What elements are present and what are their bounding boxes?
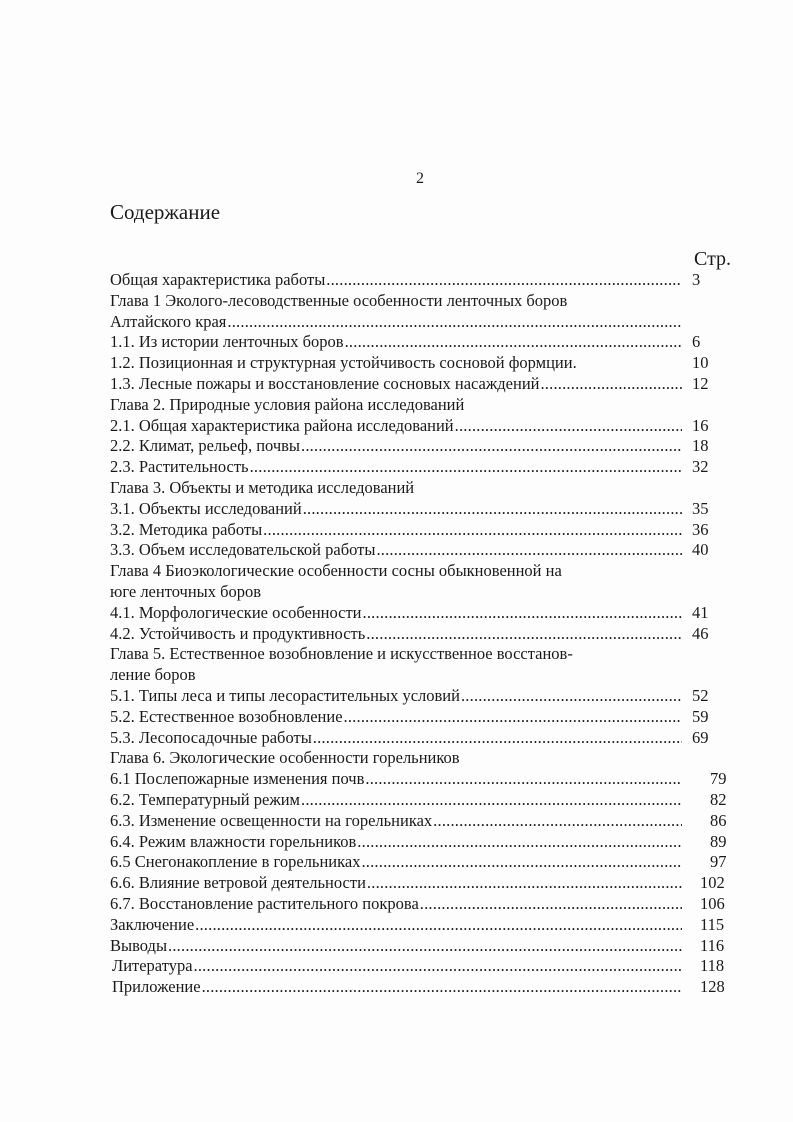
toc-entry[interactable] bbox=[110, 686, 750, 707]
toc-chapter-heading[interactable] bbox=[110, 644, 750, 665]
toc-chapter-heading[interactable] bbox=[110, 561, 750, 582]
dot-leader bbox=[363, 603, 682, 624]
toc-entry-title: 5.1. Типы леса и типы лесорастительных условий bbox=[110, 685, 460, 705]
toc-entry-title: 6.6. Влияние ветровой деятельности bbox=[110, 873, 366, 893]
toc-entry-title: Глава 3. Объекты и методика исследований bbox=[110, 477, 415, 497]
toc-chapter-heading[interactable] bbox=[110, 478, 750, 499]
toc-entry-page: 79 bbox=[710, 769, 727, 789]
toc-entry-title: 2.1. Общая характеристика района исследований bbox=[110, 415, 454, 435]
toc-chapter-heading[interactable] bbox=[110, 395, 750, 416]
toc-entry-title: 6.7. Восстановление растительного покрова bbox=[110, 893, 419, 913]
dot-leader bbox=[168, 936, 682, 957]
toc-entry-title: Приложение bbox=[112, 977, 201, 997]
toc-entry-title: юге ленточных боров bbox=[110, 581, 262, 601]
toc-entry-title: Общая характеристика работы bbox=[110, 270, 326, 289]
toc-entry[interactable] bbox=[110, 915, 750, 936]
dot-leader bbox=[301, 436, 682, 457]
toc-entry[interactable] bbox=[110, 270, 750, 291]
toc-entry[interactable] bbox=[110, 499, 750, 520]
toc-entry-page: 16 bbox=[692, 415, 709, 435]
table-of-contents bbox=[110, 270, 750, 998]
toc-entry[interactable] bbox=[110, 416, 750, 437]
dot-leader bbox=[344, 707, 682, 728]
toc-entry-page: 86 bbox=[710, 810, 727, 830]
toc-chapter-heading[interactable] bbox=[110, 748, 750, 769]
dot-leader bbox=[195, 915, 682, 936]
toc-entry-title: 6.1 Послепожарные изменения почв bbox=[110, 769, 365, 789]
toc-entry-title: Литература bbox=[112, 956, 193, 976]
dot-leader bbox=[461, 686, 682, 707]
dot-leader bbox=[326, 270, 682, 291]
toc-entry[interactable] bbox=[110, 894, 750, 915]
dot-leader bbox=[455, 416, 682, 437]
toc-entry-title: 6.4. Режим влажности горельников bbox=[110, 831, 357, 851]
toc-entry-page: 3 bbox=[692, 270, 701, 289]
toc-entry-page: 10 bbox=[692, 353, 709, 373]
toc-entry-title: 4.2. Устойчивость и продуктивность bbox=[110, 623, 366, 643]
toc-entry-page: 41 bbox=[692, 602, 709, 622]
toc-entry-title: 3.1. Объекты исследований bbox=[110, 498, 302, 518]
toc-entry-page: 102 bbox=[700, 873, 725, 893]
toc-entry-page: 118 bbox=[700, 956, 725, 976]
toc-entry-title: Глава 5. Естественное возобновление и искусственное восстанов- bbox=[110, 644, 573, 664]
toc-entry-page: 115 bbox=[700, 914, 725, 934]
toc-entry[interactable] bbox=[110, 374, 750, 395]
dot-leader bbox=[303, 499, 682, 520]
toc-entry[interactable] bbox=[110, 353, 750, 374]
toc-entry[interactable] bbox=[110, 769, 750, 790]
toc-entry-page: 32 bbox=[692, 457, 709, 477]
toc-entry-title: ление боров bbox=[110, 665, 196, 685]
toc-entry-title: 4.1. Морфологические особенности bbox=[110, 602, 362, 622]
toc-entry[interactable] bbox=[110, 540, 750, 561]
toc-entry-title: 5.2. Естественное возобновление bbox=[110, 706, 343, 726]
toc-entry[interactable] bbox=[110, 811, 750, 832]
toc-entry-page: 40 bbox=[692, 540, 709, 560]
toc-entry-title: 3.2. Методика работы bbox=[110, 519, 263, 539]
toc-chapter-heading-continued[interactable] bbox=[110, 582, 750, 603]
toc-entry-page: 97 bbox=[710, 852, 727, 872]
toc-entry-title: 5.3. Лесопосадочные работы bbox=[110, 727, 312, 747]
dot-leader bbox=[227, 312, 682, 333]
dot-leader bbox=[366, 624, 682, 645]
toc-entry-page: 12 bbox=[692, 373, 709, 393]
toc-chapter-heading[interactable] bbox=[110, 291, 750, 312]
toc-entry-page: 52 bbox=[692, 685, 709, 705]
toc-entry[interactable] bbox=[110, 332, 750, 353]
toc-entry-page: 35 bbox=[692, 498, 709, 518]
dot-leader bbox=[365, 769, 682, 790]
toc-entry[interactable] bbox=[110, 936, 750, 957]
dot-leader bbox=[313, 728, 682, 749]
toc-entry-title: 1.1. Из истории ленточных боров bbox=[110, 332, 344, 352]
toc-entry-page: 36 bbox=[692, 519, 709, 539]
toc-entry-title: 2.2. Климат, рельеф, почвы bbox=[110, 436, 301, 456]
toc-entry-title: Выводы bbox=[110, 935, 168, 955]
toc-entry-title: 6.3. Изменение освещенности на горельниках bbox=[110, 810, 433, 830]
dot-leader bbox=[420, 894, 682, 915]
toc-entry-title: Алтайского края bbox=[110, 311, 227, 331]
toc-title: Содержание bbox=[110, 200, 221, 224]
toc-entry-page: 18 bbox=[692, 436, 709, 456]
dot-leader bbox=[345, 332, 682, 353]
toc-entry-title: 3.3. Объем исследовательской работы bbox=[110, 540, 376, 560]
toc-entry-page: 89 bbox=[710, 831, 727, 851]
page-column-header: Стр. bbox=[694, 248, 732, 270]
toc-entry[interactable] bbox=[110, 790, 750, 811]
toc-entry-page: 82 bbox=[710, 789, 727, 809]
toc-entry-title: Заключение bbox=[110, 914, 195, 934]
toc-entry[interactable] bbox=[110, 603, 750, 624]
toc-entry-page: 46 bbox=[692, 623, 709, 643]
dot-leader bbox=[301, 790, 682, 811]
toc-entry[interactable] bbox=[110, 852, 750, 873]
toc-entry[interactable] bbox=[110, 520, 750, 541]
dot-leader bbox=[194, 956, 682, 977]
toc-entry[interactable] bbox=[110, 457, 750, 478]
toc-entry[interactable] bbox=[110, 624, 750, 645]
toc-entry-title: Глава 6. Экологические особенности горельников bbox=[110, 748, 460, 768]
toc-entry-title: Глава 1 Эколого-лесоводственные особенности ленточных боров bbox=[110, 290, 568, 310]
page-number: 2 bbox=[416, 170, 424, 187]
toc-entry[interactable] bbox=[110, 977, 750, 998]
dot-leader bbox=[376, 540, 682, 561]
toc-entry[interactable] bbox=[110, 956, 750, 977]
toc-entry-page: 69 bbox=[692, 727, 709, 747]
dot-leader bbox=[433, 811, 682, 832]
toc-entry[interactable] bbox=[110, 728, 750, 749]
dot-leader bbox=[263, 520, 682, 541]
toc-entry-title: 1.2. Позиционная и структурная устойчивость сосновой формции. bbox=[110, 353, 577, 373]
toc-entry-page: 59 bbox=[692, 706, 709, 726]
toc-entry-page: 116 bbox=[700, 935, 725, 955]
toc-entry[interactable] bbox=[110, 832, 750, 853]
dot-leader bbox=[361, 852, 682, 873]
toc-entry[interactable] bbox=[110, 707, 750, 728]
toc-entry-title: 1.3. Лесные пожары и восстановление сосновых насаждений bbox=[110, 373, 540, 393]
dot-leader bbox=[250, 457, 682, 478]
toc-entry-title: Глава 4 Биоэкологические особенности сосны обыкновенной на bbox=[110, 561, 562, 581]
toc-entry-title: Глава 2. Природные условия района исследований bbox=[110, 394, 465, 414]
toc-entry-page: 128 bbox=[700, 977, 725, 997]
toc-entry-title: 6.5 Снегонакопление в горельниках bbox=[110, 852, 361, 872]
dot-leader bbox=[357, 832, 682, 853]
dot-leader bbox=[540, 374, 682, 395]
toc-entry[interactable] bbox=[110, 312, 750, 333]
toc-entry-title: 6.2. Температурный режим bbox=[110, 789, 300, 809]
toc-entry-page: 106 bbox=[700, 893, 725, 913]
toc-chapter-heading-continued[interactable] bbox=[110, 665, 750, 686]
toc-entry[interactable] bbox=[110, 873, 750, 894]
toc-entry-page: 6 bbox=[692, 332, 701, 352]
toc-entry[interactable] bbox=[110, 436, 750, 457]
toc-entry-title: 2.3. Растительность bbox=[110, 457, 249, 477]
dot-leader bbox=[202, 977, 682, 998]
dot-leader bbox=[367, 873, 682, 894]
